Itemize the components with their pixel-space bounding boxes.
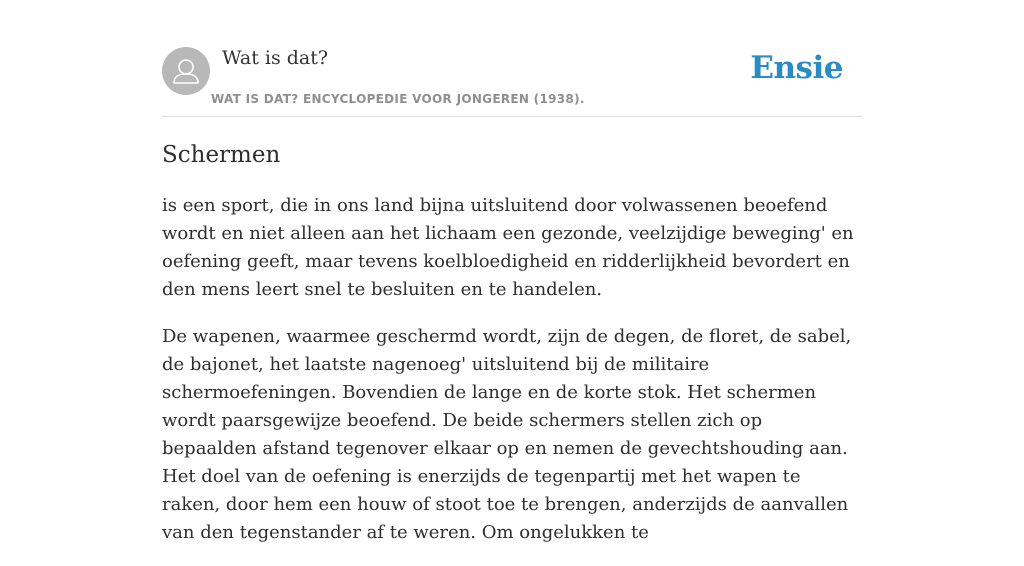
avatar[interactable] — [162, 47, 210, 95]
source-subtitle: WAT IS DAT? ENCYCLOPEDIE VOOR JONGEREN (1938). — [211, 92, 585, 106]
user-icon — [162, 47, 210, 95]
source-header — [162, 46, 862, 117]
entry-title: Schermen — [162, 142, 281, 168]
site-logo[interactable]: Ensie — [750, 50, 843, 86]
entry-body — [162, 192, 862, 566]
paragraph: De wapenen, waarmee geschermd wordt, zijn de degen, de floret, de sabel, de bajonet, het laatste nagenoeg' uitsluitend bij de militaire schermoefeningen. Bovendien de lange en de korte stok. Het schermen wordt paarsgewijze beoefend. De beide schermers stellen zich op bepaalden afstand tegenover elkaar op en nemen de gevechtshouding aan. Het doel van de oefening is enerzijds de tegenpartij met het wapen te raken, door hem een houw of stoot toe te brengen, anderzijds de aanvallen van den tegenstander af te weren. Om ongelukken te — [162, 326, 852, 543]
source-title[interactable]: Wat is dat? — [222, 47, 329, 69]
paragraph: is een sport, die in ons land bijna uitsluitend door volwassenen beoefend wordt en niet alleen aan het lichaam een gezonde, veelzijdige beweging' en oefening geeft, maar tevens koelbloedigheid en ridderlijkheid bevordert en den mens leert snel te besluiten en te handelen. — [162, 195, 854, 300]
